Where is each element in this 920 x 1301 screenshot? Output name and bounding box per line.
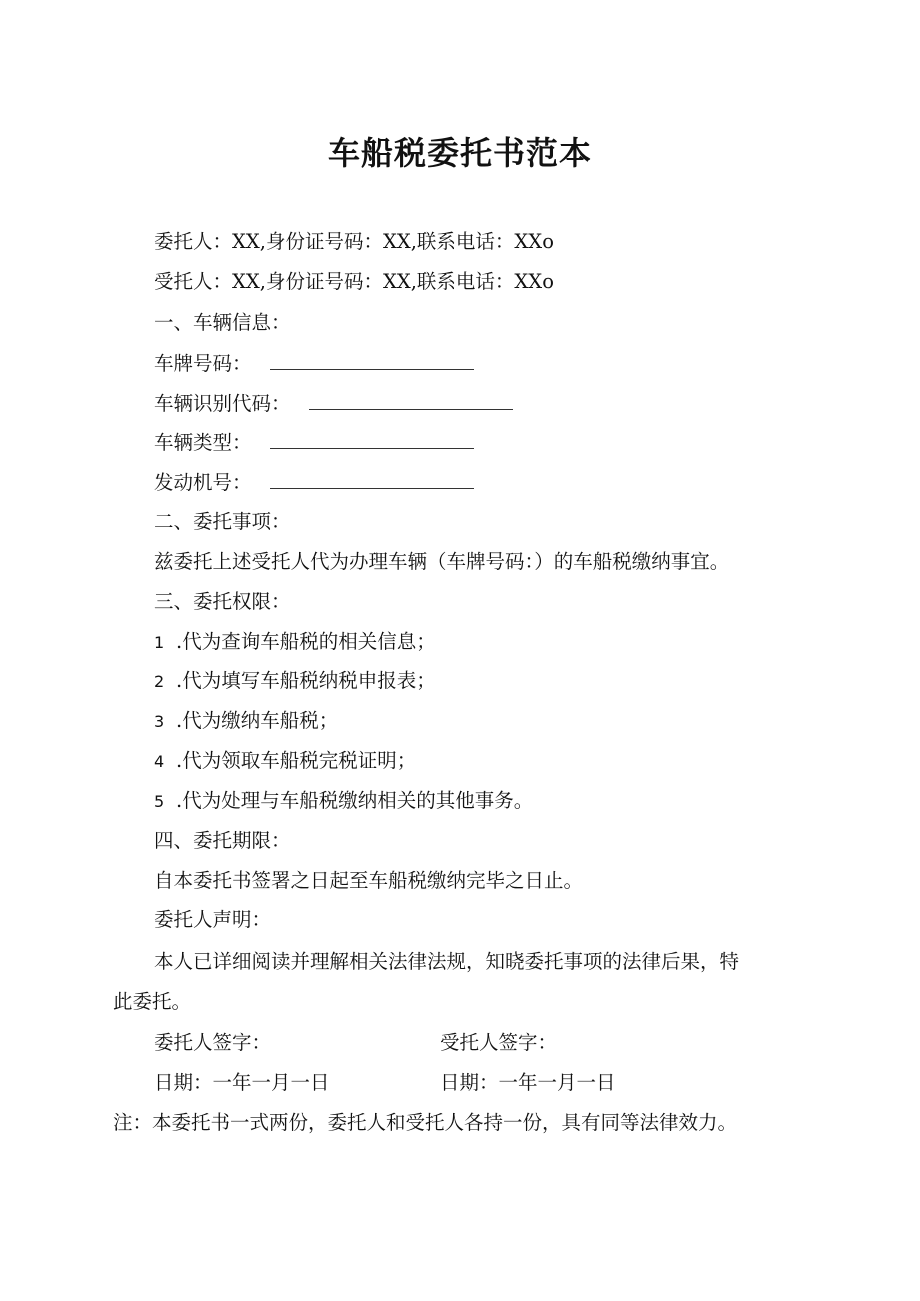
authority-item: [154, 669, 436, 694]
declaration-heading: 委托人声明：: [154, 908, 272, 931]
agent-signature-label: 受托人签字：: [440, 1031, 558, 1054]
vehicle-type-blank: [270, 430, 474, 449]
authority-item: [154, 789, 533, 814]
authority-item-text: .代为缴纳车船税；: [176, 709, 339, 732]
section-vehicle-heading: 一、车辆信息：: [154, 311, 291, 334]
declaration-text-line1: 本人已详细阅读并理解相关法律法规，知晓委托事项的法律后果，特: [154, 950, 740, 973]
authority-item-text: .代为填写车船税纳税申报表；: [176, 669, 436, 692]
agent-date: 日期：一年一月一日: [440, 1071, 616, 1094]
agent-info: 受托人：XX,身份证号码：XX,联系电话：XXo: [154, 270, 554, 293]
field-plate-number-label: 车牌号码：: [154, 352, 252, 375]
field-vin-label: 车辆识别代码：: [154, 392, 291, 415]
vin-blank: [309, 391, 513, 410]
field-plate-number: [154, 351, 474, 376]
field-vin: [154, 391, 513, 416]
authority-item-number: 5: [154, 792, 165, 811]
authority-item-number: 2: [154, 672, 165, 691]
authority-item-text: .代为领取车船税完税证明；: [176, 749, 417, 772]
authority-item-number: 3: [154, 712, 165, 731]
section-authority-heading: 三、委托权限：: [154, 590, 291, 613]
field-engine-number-label: 发动机号：: [154, 471, 252, 494]
authority-item: [154, 630, 436, 655]
authority-item-number: 4: [154, 752, 165, 771]
authority-item-number: 1: [154, 633, 165, 652]
field-vehicle-type-label: 车辆类型：: [154, 431, 252, 454]
principal-date: 日期：一年一月一日: [154, 1071, 330, 1094]
principal-signature-label: 委托人签字：: [154, 1031, 272, 1054]
principal-info: 委托人：XX,身份证号码：XX,联系电话：XXo: [154, 230, 554, 253]
authority-item-text: .代为查询车船税的相关信息；: [176, 630, 436, 653]
authority-item: [154, 749, 416, 774]
field-engine-number: [154, 470, 474, 495]
section-matter-text: 兹委托上述受托人代为办理车辆（车牌号码：）的车船税缴纳事宜。: [154, 550, 730, 573]
section-matter-heading: 二、委托事项：: [154, 510, 291, 533]
authority-item-text: .代为处理与车船税缴纳相关的其他事务。: [176, 789, 534, 812]
document-title: 车船税委托书范本: [327, 134, 592, 172]
section-period-heading: 四、委托期限：: [154, 829, 291, 852]
declaration-text-line2: 此委托。: [113, 990, 192, 1013]
authority-item: [154, 709, 338, 734]
plate-number-blank: [270, 351, 474, 370]
field-vehicle-type: [154, 430, 474, 455]
footnote: 注：本委托书一式两份，委托人和受托人各持一份，具有同等法律效力。: [113, 1111, 738, 1134]
engine-number-blank: [270, 470, 474, 489]
section-period-text: 自本委托书签署之日起至车船税缴纳完毕之日止。: [154, 869, 584, 892]
